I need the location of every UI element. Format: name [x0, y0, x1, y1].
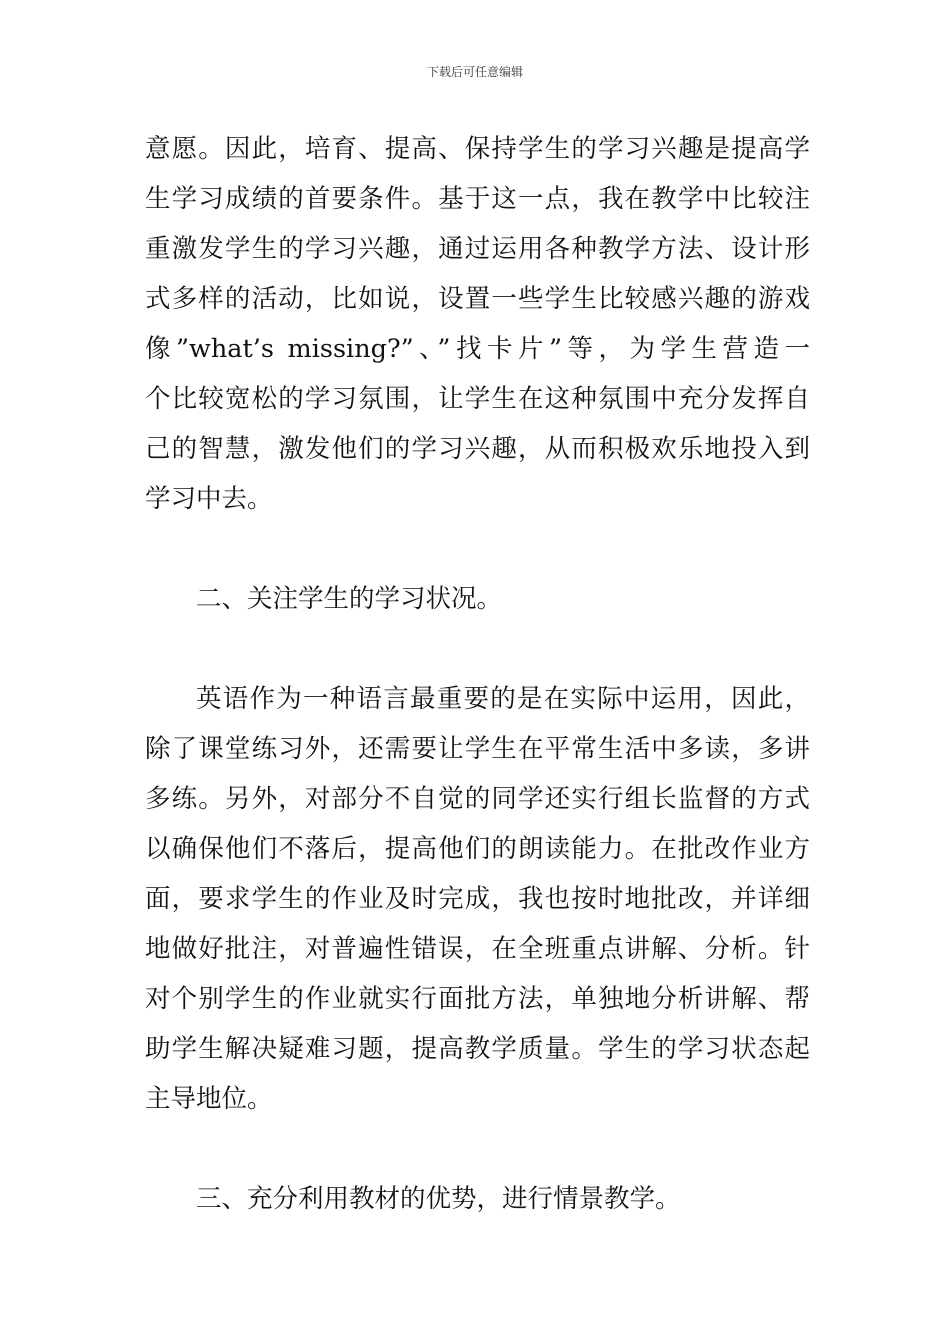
paragraph2-line: 助学生解决疑难习题，提高教学质量。学生的学习状态起 [145, 1034, 810, 1064]
paragraph2-line: 除了课堂练习外，还需要让学生在平常生活中多读，多讲 [145, 734, 810, 764]
paragraph1-line: 学习中去。 [145, 484, 273, 514]
paragraph2-line: 面，要求学生的作业及时完成，我也按时地批改，并详细 [145, 884, 810, 914]
section-heading-2: 二、关注学生的学习状况。 [196, 584, 503, 614]
paragraph1-line: 己的智慧，激发他们的学习兴趣，从而积极欢乐地投入到 [145, 434, 810, 464]
section-heading-3: 三、充分利用教材的优势，进行情景教学。 [196, 1184, 681, 1214]
paragraph2-line: 地做好批注，对普遍性错误，在全班重点讲解、分析。针 [145, 934, 810, 964]
paragraph1-line: 像”what’s missing?”、”找卡片”等，为学生营造一 [145, 334, 810, 364]
paragraph2-line: 以确保他们不落后，提高他们的朗读能力。在批改作业方 [145, 834, 810, 864]
paragraph2-line: 对个别学生的作业就实行面批方法，单独地分析讲解、帮 [145, 984, 810, 1014]
paragraph1-line: 式多样的活动，比如说，设置一些学生比较感兴趣的游戏 [145, 284, 810, 314]
paragraph2-line: 主导地位。 [145, 1084, 273, 1114]
paragraph1-line: 生学习成绩的首要条件。基于这一点，我在教学中比较注 [145, 184, 810, 214]
paragraph2-line: 多练。另外，对部分不自觉的同学还实行组长监督的方式 [145, 784, 810, 814]
paragraph1-line: 重激发学生的学习兴趣，通过运用各种教学方法、设计形 [145, 234, 810, 264]
paragraph1-line: 个比较宽松的学习氛围，让学生在这种氛围中充分发挥自 [145, 384, 810, 414]
paragraph2-line: 英语作为一种语言最重要的是在实际中运用，因此， [196, 684, 810, 714]
paragraph1-line: 意愿。因此，培育、提高、保持学生的学习兴趣是提高学 [145, 134, 810, 164]
page-header: 下载后可任意编辑 [426, 65, 523, 79]
